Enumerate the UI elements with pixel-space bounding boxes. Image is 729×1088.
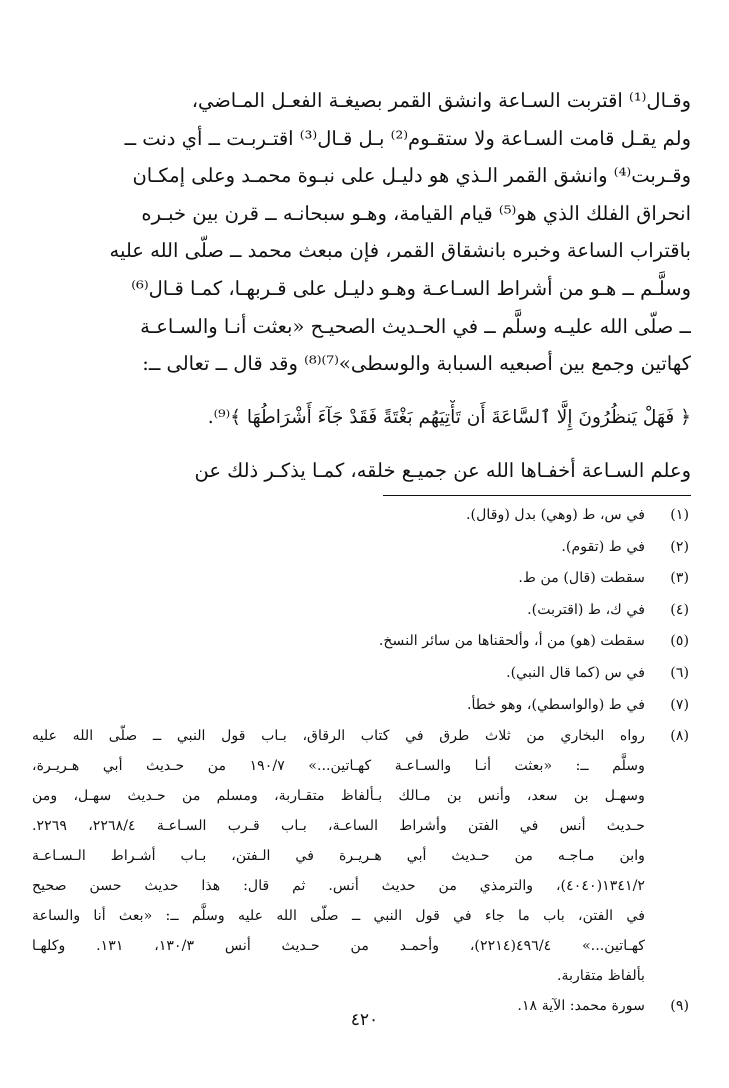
main-text-line: انحراق الفلك الذي هو⁽⁵⁾ قيام القيامة، وهـو سبحانـه ــ قرن بين خبـره: [141, 201, 691, 225]
footnote-number: (٦): [670, 664, 689, 681]
footnote: [32, 690, 689, 722]
main-text-line: وقـال⁽¹⁾ اقتربت السـاعة وانشق القمر بصيغـة الفعـل المـاضي،: [191, 89, 691, 112]
footnote-text: سورة محمد: الآية ١٨.: [517, 998, 645, 1015]
footnote: [32, 563, 689, 595]
page-number: ٤٢٠: [350, 1010, 379, 1030]
footnote-text: رواه البخاري من ثلاث طرق في كتاب الرقاق، بـاب قول النبي ــ صلّى الله عليه: [32, 728, 645, 745]
main-text-line: وعلم السـاعة أخفـاها الله عن جميـع خلقه، كمـا يذكـر ذلك عن: [194, 459, 691, 482]
footnote-text: كهـاتين...» ٤٩٦/٤(٢٢١٤)، وأحمـد من حـديث أنس ١٣٠/٣، ١٣١. وكلهـا: [32, 938, 645, 955]
footnote-text: في الفتن، باب ما جاء في قول النبي ــ صلّى الله عليه وسلَّم ــ: «بعث أنا والساعة: [32, 908, 645, 925]
main-text-line: ولم يقـل قامت السـاعة ولا ستقـوم⁽²⁾ بـل قـال⁽³⁾ اقتـربـت ــ أي دنت ــ: [124, 126, 691, 150]
footnote-text: وابن مـاجـه من حـديث أبي هـريـرة في الـفتن، بـاب أشـراط الـسـاعـة: [32, 848, 645, 865]
footnote-number: (٥): [670, 633, 689, 650]
footnote-text: وسلَّم ــ: «بعثت أنـا والسـاعـة كهـاتين...» ١٩٠/٧ من حـديث أبي هـريـرة،: [32, 758, 645, 775]
footnote-number: (٤): [670, 601, 689, 618]
footnote-text: في ك، ط (اقتربت).: [527, 601, 645, 618]
main-text-line: كهاتين وجمع بين أصبعيه السبابة والوسطى»⁽⁷⁾⁽⁸⁾ وقد قال ــ تعالى ــ:: [142, 352, 691, 376]
quran-verse: ﴿ فَهَلْ يَنظُرُونَ إِلَّا ٱلسَّاعَةَ أَن تَأْتِيَهُم بَغْتَةً فَقَدْ جَآءَ أَشْرَاطُهَا ﴾⁽⁹⁾.: [207, 407, 691, 428]
footnote-text: وسهـل بن سعد، وأنس بن مـالك بـألفاظ متقـاربة، ومسلم من حـديث سهـل، ومن: [32, 788, 645, 805]
footnote-number: (٣): [670, 570, 689, 587]
footnote-text: في س، ط (وهي) بدل (وقال).: [466, 507, 645, 523]
main-text-line: وقـربت⁽⁴⁾ وانشق القمر الـذي هو دليـل على نبـوة محمـد وعلى إمكـان: [132, 164, 691, 188]
footnote-number: (١): [670, 507, 689, 523]
main-text: [32, 82, 691, 383]
footnote: [32, 500, 689, 532]
footnote-text: ١٣٤١/٢(٤٠٤٠)، والترمذي من حديث أنس. ثم قال: هذا حديث حسن صحيح: [32, 878, 645, 895]
footnote-number: (٢): [670, 538, 689, 555]
footnote-text: بألفاظ متقاربة.: [556, 968, 645, 985]
footnote: [32, 721, 689, 991]
footnote-separator: [383, 495, 691, 496]
footnote-text: سقطت (هو) من أ، وألحقناها من سائر النسخ.: [378, 633, 645, 650]
footnote: [32, 595, 689, 627]
footnote: [32, 626, 689, 658]
footnote-number: (٧): [670, 696, 689, 713]
footnote-text: في ط (والواسطي)، وهو خطأ.: [466, 696, 645, 713]
main-text-continued: [32, 452, 691, 490]
footnote-number: (٩): [670, 998, 689, 1015]
footnote: [32, 532, 689, 564]
footnote-text: في س (كما قال النبي).: [506, 664, 645, 681]
footnote-text: في ط (تقوم).: [561, 538, 645, 555]
footnote-text: حـديث أنس في الفتن وأشراط الساعـة، بـاب قـرب السـاعـة ٢٢٦٨/٤، ٢٢٦٩.: [32, 818, 645, 835]
main-text-line: باقتراب الساعة وخبره بانشقاق القمر، فإن مبعث محمد ــ صلّى الله عليه: [109, 239, 691, 263]
footnote-number: (٨): [670, 728, 689, 745]
footnote-text: سقطت (قال) من ط.: [518, 570, 645, 587]
footnotes: [32, 500, 689, 1023]
footnote: [32, 658, 689, 690]
main-text-line: ــ صلّى الله عليـه وسلَّم ــ في الحـديث الصحيـح «بعثت أنـا والسـاعـة: [140, 314, 691, 338]
main-text-line: وسلَّـم ــ هـو من أشراط السـاعـة وهـو دليـل على قـربهـا، كمـا قـال⁽⁶⁾: [131, 276, 691, 300]
